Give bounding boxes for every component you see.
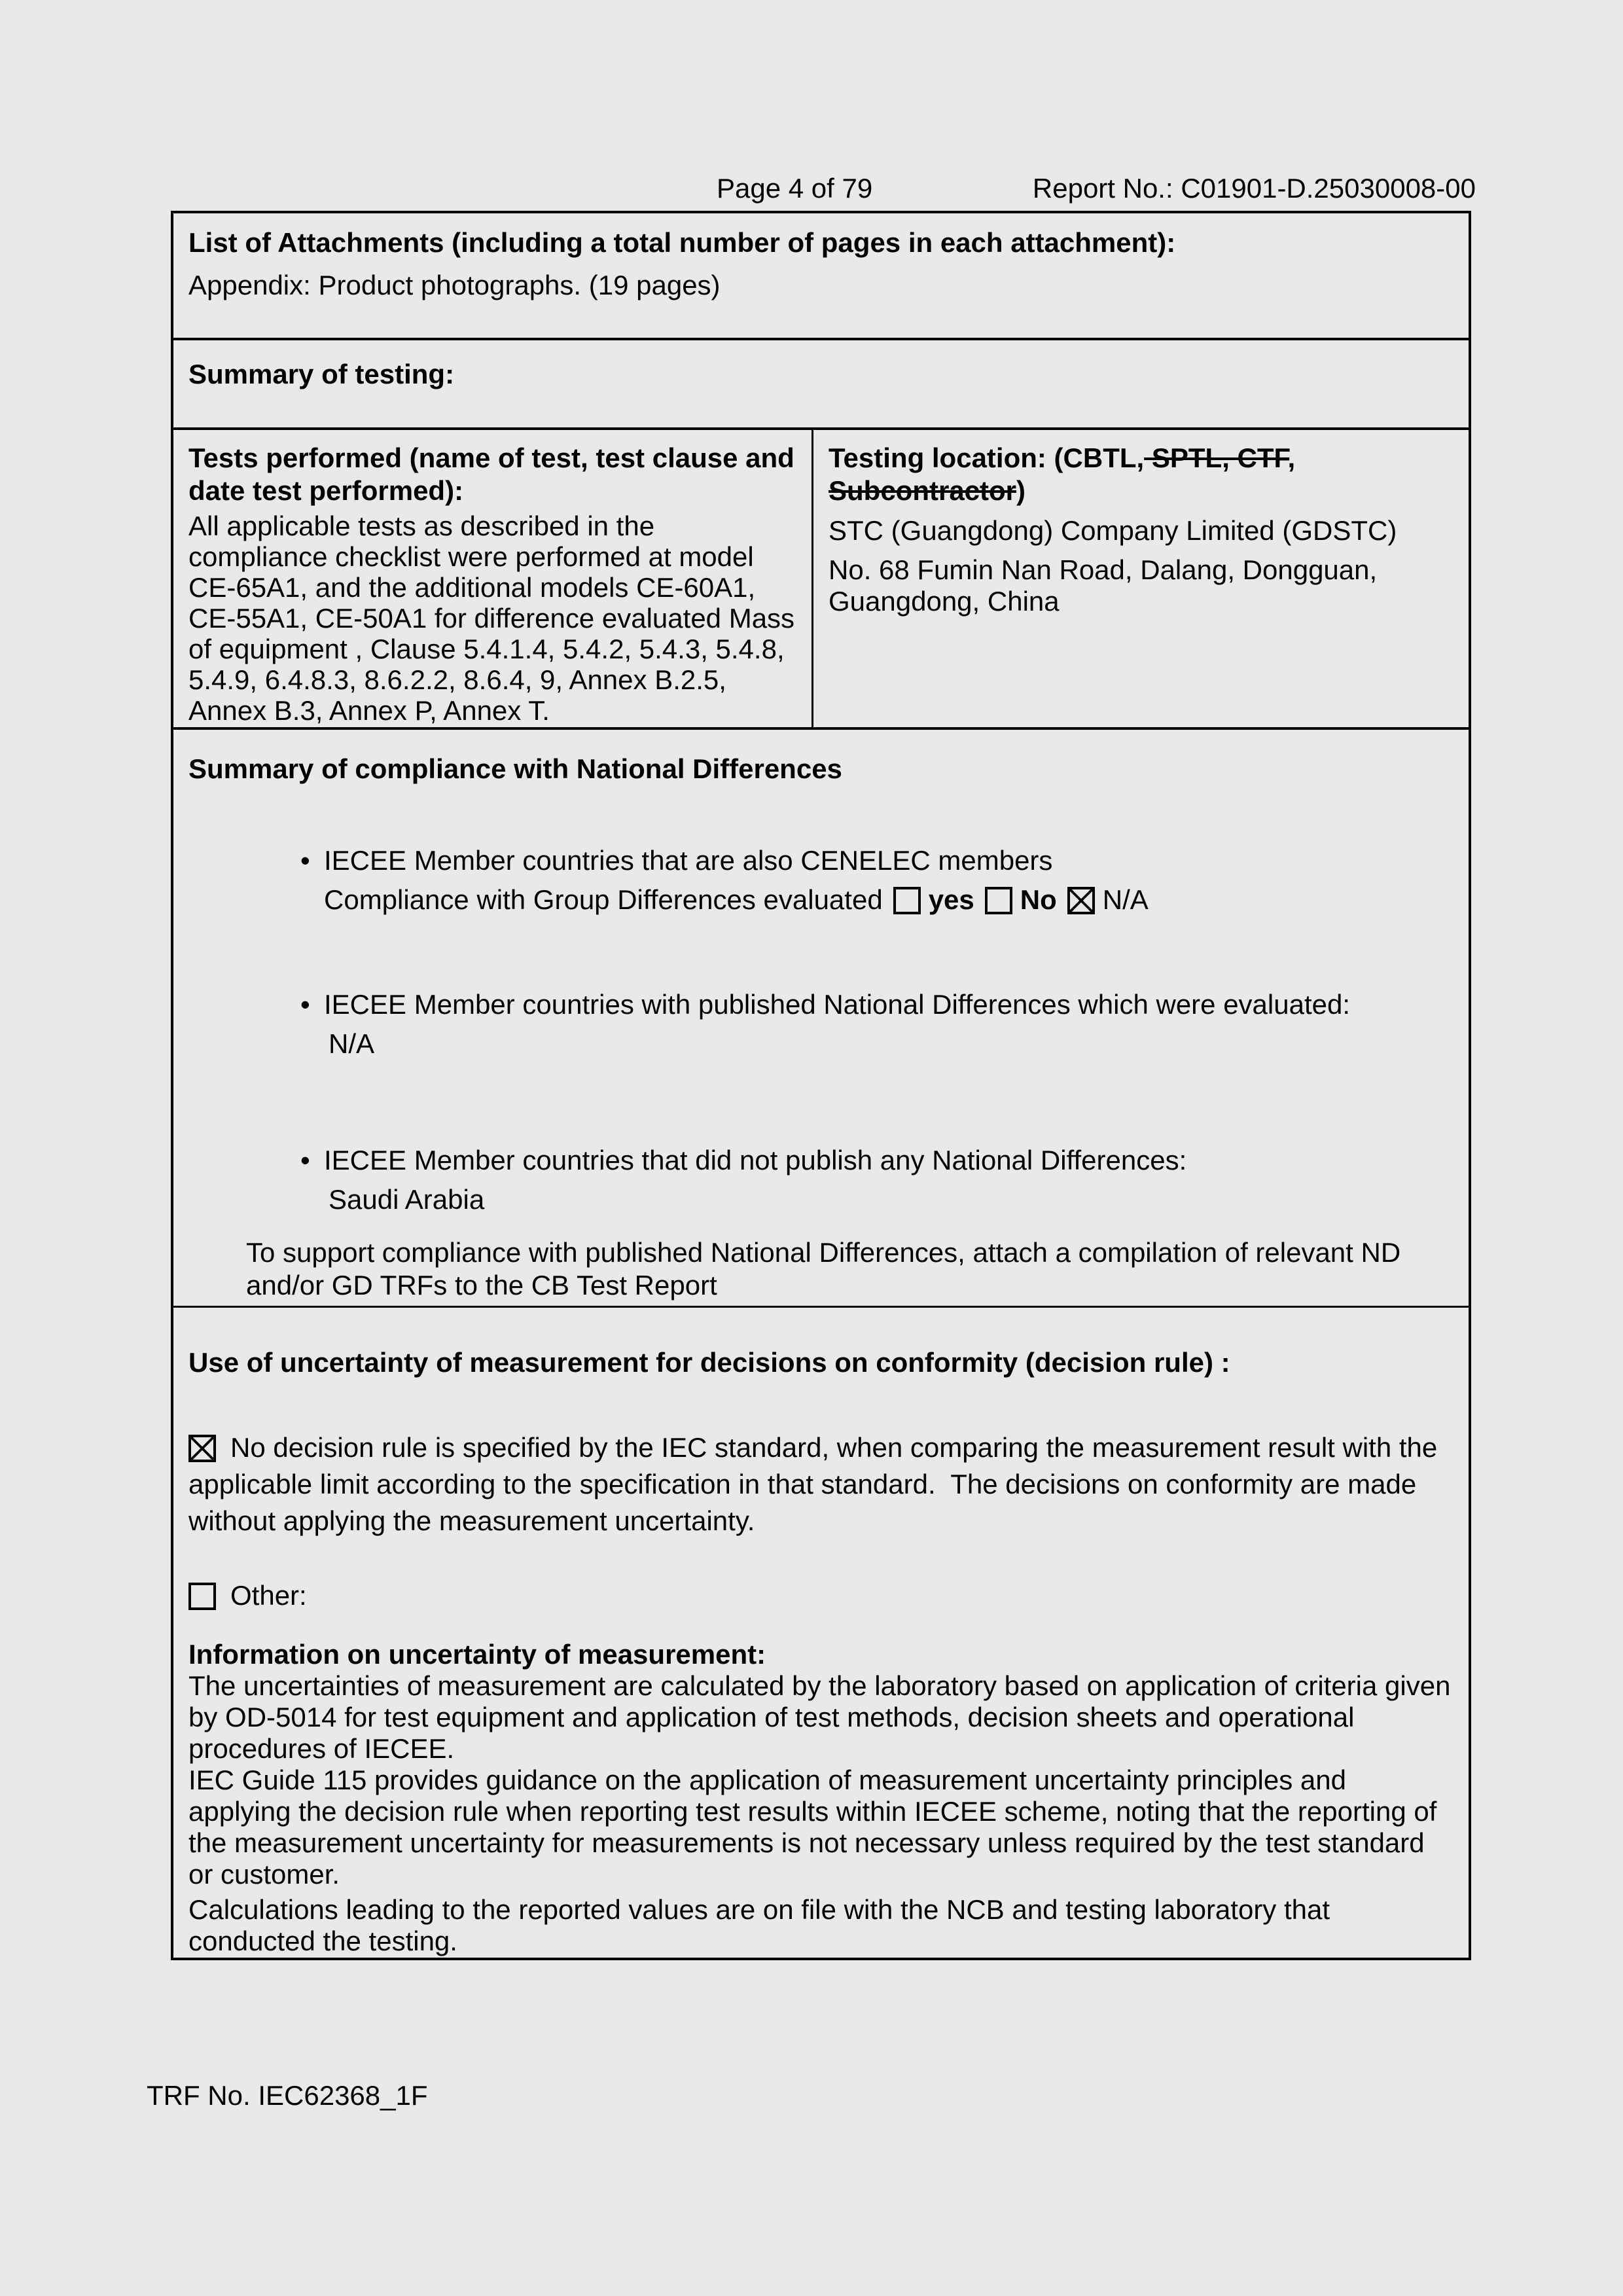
page-header [0,173,1623,206]
uncertainty-info-title: Information on uncertainty of measurement: [188,1639,766,1670]
checkbox-na[interactable] [1067,887,1095,914]
checkbox-yes[interactable] [893,887,921,914]
bullet-published-nd-value: N/A [329,1028,375,1059]
nd-support-note: To support compliance with published National Differences, attach a compilation of relevant ND and/or GD TRFs to the CB Test Report [246,1237,1401,1300]
uncertainty-para-3: Calculations leading to the reported values are on file with the NCB and testing laboratory that conducted the testing. [188,1894,1330,1956]
section-list-of-attachments [173,213,1469,338]
checkbox-no-decision-rule[interactable] [188,1435,216,1462]
location-mid: , [1287,442,1296,473]
testing-location-company: STC (Guangdong) Company Limited (GDSTC) [829,515,1397,546]
bullet-icon: • [300,1145,310,1175]
bullet-published-nd-text: IECEE Member countries with published National Differences which were evaluated: [324,989,1351,1020]
report-number-label: Report No.: C01901-D.25030008-00 [1032,173,1476,204]
report-table [171,211,1471,1960]
testing-location-cell [813,430,1469,727]
section-summary-of-testing [173,338,1469,427]
checkbox-no-label: No [1020,884,1057,915]
checkbox-na-label: N/A [1102,884,1149,915]
uncertainty-title: Use of uncertainty of measurement for decisions on conformity (decision rule) : [188,1347,1230,1378]
section-tests-performed [173,427,1469,727]
location-struck-sptl-ctf: SPTL, CTF [1144,442,1288,473]
group-differences-line [188,880,1454,920]
location-suffix: ) [1016,475,1026,506]
checkbox-no[interactable] [985,887,1012,914]
national-differences-title: Summary of compliance with National Differences [188,753,842,784]
attachments-title: List of Attachments (including a total number of pages in each attachment): [188,227,1176,258]
attachments-body: Appendix: Product photographs. (19 pages) [188,270,721,300]
checkbox-yes-label: yes [928,884,974,915]
location-prefix: Testing location: (CBTL, [829,442,1145,473]
bullet-no-nd-text: IECEE Member countries that did not publish any National Differences: [324,1145,1187,1175]
tests-performed-body: All applicable tests as described in the compliance checklist were performed at model CE-65A1, and the additional models CE-60A1, CE-55A1, CE-50A1 for difference evaluated Mass of equipment , Clause 5.4.1.4, 5.4.2, 5.4.3, 5.4.8, 5.4.9, 6.4.8.3, 8.6.2.2, 8.6.4, 9, Annex B.2.5, Annex B.3, Annex P, Annex T. [188,511,795,726]
bullet-no-nd-value: Saudi Arabia [329,1184,485,1215]
no-decision-rule-text: No decision rule is specified by the IEC standard, when comparing the measurement result with the applicable limit according to the specification in that standard. The decisions on conformity are made without applying the measurement uncertainty. [188,1432,1445,1536]
checkbox-other[interactable] [188,1583,216,1610]
section-national-differences [173,727,1469,1306]
tests-performed-title: Tests performed (name of test, test clause and date test performed): [188,442,794,506]
bullet-icon: • [300,845,310,876]
section-uncertainty [173,1306,1469,1958]
tests-performed-cell [173,430,813,727]
uncertainty-para-1: The uncertainties of measurement are calculated by the laboratory based on application of criteria given by OD-5014 for test equipment and application of test methods, decision sheets and operational procedures of IECEE. [188,1670,1451,1764]
location-struck-subcontractor: Subcontractor [829,475,1017,506]
decision-rule-option [188,1429,1454,1539]
bullet-cenelec-members [188,841,1454,880]
group-differences-text: Compliance with Group Differences evaluated [324,884,883,915]
bullet-icon: • [300,989,310,1020]
testing-location-title [829,442,1454,507]
testing-location-address: No. 68 Fumin Nan Road, Dalang, Dongguan, Guangdong, China [829,554,1378,617]
other-label: Other: [230,1580,307,1611]
summary-testing-title: Summary of testing: [188,359,455,389]
other-option [188,1580,1454,1611]
trf-number-label: TRF No. IEC62368_1F [147,2080,428,2111]
bullet-cenelec-text: IECEE Member countries that are also CENELEC members [324,845,1053,876]
uncertainty-para-2: IEC Guide 115 provides guidance on the application of measurement uncertainty principles and applying the decision rule when reporting test results within IECEE scheme, noting that the reporting of the measurement uncertainty for measurements is not necessary unless required by the test standard or customer. [188,1765,1437,1890]
page-number-label: Page 4 of 79 [717,173,873,204]
bullet-published-nd [188,985,1454,1024]
bullet-no-nd [188,1141,1454,1180]
